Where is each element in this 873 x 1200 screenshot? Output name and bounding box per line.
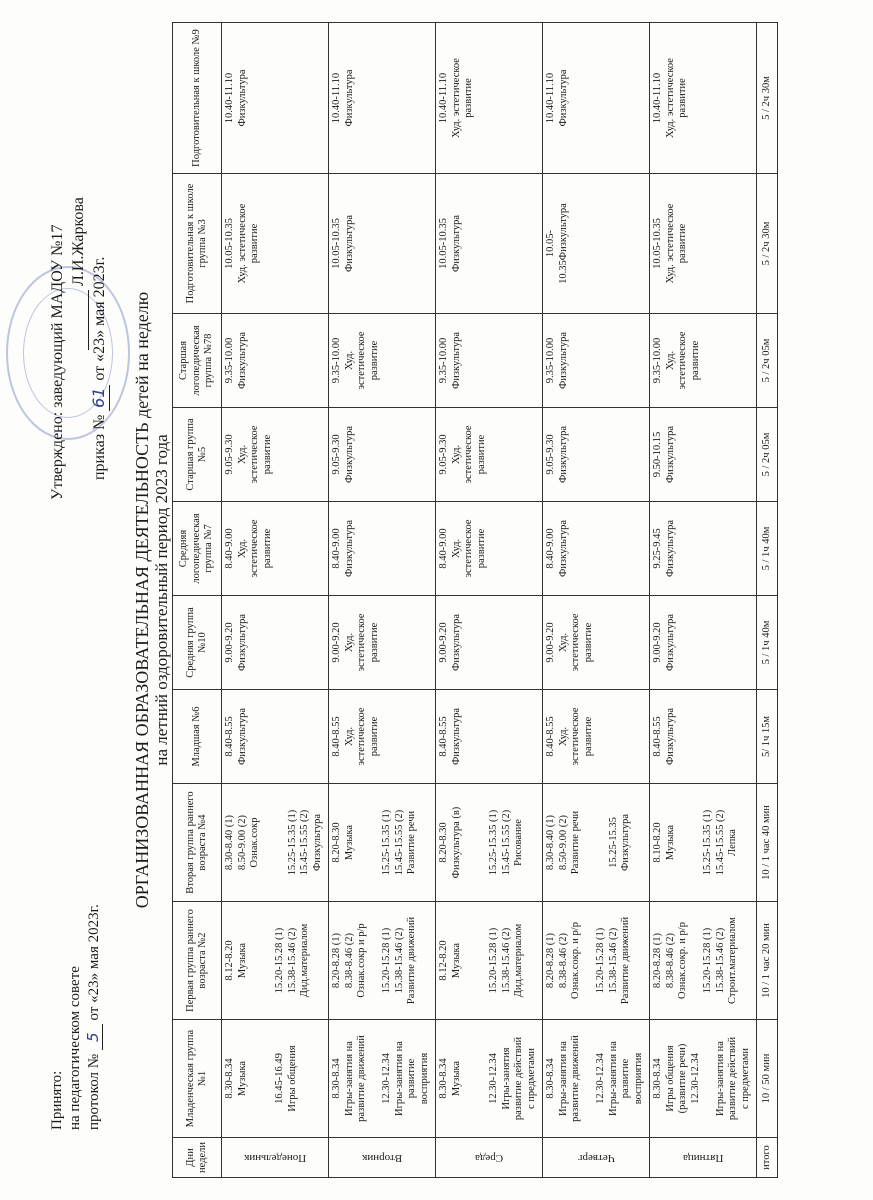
approved-block <box>48 197 110 500</box>
day-label: Среда <box>474 1151 504 1164</box>
day-cell <box>329 1138 436 1178</box>
schedule-cell: 8.30-8.34 Музыка 12.30-12.34 Игры-занятия развитие действий с предметами <box>436 1020 543 1138</box>
schedule-cell: 9.05-9.30 Худ. эстетическое развитие <box>436 408 543 502</box>
schedule-cell: 8.30-8.34 Музыка 16.45-16.49 Игры общения <box>222 1020 329 1138</box>
schedule-cell: 9.05-9.30 Худ. эстетическое развитие <box>222 408 329 502</box>
day-label: Четверг <box>577 1151 615 1164</box>
schedule-cell: 9.05-9.30 Физкультура <box>329 408 436 502</box>
schedule-cell: 8.40-8.55 Худ. эстетическое развитие <box>329 690 436 784</box>
schedule-cell: 8.20-8.28 (1) 8.38-8.46 (2) Ознак.сокр. и р/р 15.20-15.28 (1) 15.38-15.46 (2) Развитие движений <box>543 902 650 1020</box>
head-name: Л.И.Жаркова <box>70 197 87 286</box>
schedule-cell: 9.35-10.00 Худ. эстетическое развитие <box>329 314 436 408</box>
schedule-cell: 8.12-8.20 Музыка 15.20-15.28 (1) 15.38-15.46 (2) Дид.материалом <box>222 902 329 1020</box>
protocol-line <box>84 904 103 1130</box>
schedule-cell: 10.05-10.35 Физкультура <box>436 174 543 314</box>
schedule-cell: 8.30-8.34 Игры-занятия на развитие движений 12.30-12.34 Игры-занятия на развитие восприятия <box>543 1020 650 1138</box>
schedule-cell: 9.35-10.00 Физкультура <box>543 314 650 408</box>
schedule-cell: 9.35-10.00 Физкультура <box>222 314 329 408</box>
schedule-cell: 10.05-10.35 Худ. эстетическое развитие <box>222 174 329 314</box>
schedule-cell: 10.40-11.10 Физкультура <box>543 23 650 174</box>
order-prefix: приказ № <box>91 414 108 480</box>
day-cell <box>650 1138 757 1178</box>
schedule-cell: 8.20-8.28 (1) 8.38-8.46 (2) Ознак.сокр и р/р 15.20-15.28 (1) 15.38-15.46 (2) Развитие движений <box>329 902 436 1020</box>
schedule-cell: 9.35-10.00 Худ. эстетическое развитие <box>650 314 757 408</box>
schedule-cell: 10.05- 10.35Физкультура <box>543 174 650 314</box>
schedule-cell: 9.35-10.00 Физкультура <box>436 314 543 408</box>
schedule-cell: 8.40-9.00 Физкультура <box>543 502 650 596</box>
schedule-cell: 8.40-9.00 Физкультура <box>329 502 436 596</box>
header-cell: Подготовительная к школе группа №3 <box>173 174 222 314</box>
total-cell: 5 / 2ч 05м <box>757 314 778 408</box>
total-cell: 10 / 1 час 40 мин <box>757 784 778 902</box>
schedule-cell: 9.00-9.20 Худ. эстетическое развитие <box>329 596 436 690</box>
total-cell: 5/ 1ч 15м <box>757 690 778 784</box>
table-row <box>222 23 329 1178</box>
table-row <box>436 23 543 1178</box>
approved-label: Утверждено: заведующий МАДОУ №17 <box>49 224 66 500</box>
header-cell: Младенческая группа №1 <box>173 1020 222 1138</box>
header-cell: Вторая группа раннего возраста №4 <box>173 784 222 902</box>
schedule-cell: 9.05-9.30 Физкультура <box>543 408 650 502</box>
day-cell <box>222 1138 329 1178</box>
schedule-cell: 10.40-11.10 Физкультура <box>329 23 436 174</box>
schedule-cell: 8.12-8.20 Музыка 15.20-15.28 (1) 15.38-15.46 (2) Дид.материалом <box>436 902 543 1020</box>
schedule-cell: 9.25-9.45 Физкультура <box>650 502 757 596</box>
total-cell: 5 / 2ч 30м <box>757 23 778 174</box>
schedule-cell: 8.20-8.30 Музыка 15.25-15.35 (1) 15.45-15.55 (2) Развитие речи <box>329 784 436 902</box>
council-label: на педагогическом совете <box>67 966 83 1130</box>
schedule-cell: 9.00-9.20 Худ. эстетическое развитие <box>543 596 650 690</box>
day-label: Вторник <box>361 1151 403 1164</box>
header-cell: Младшая №6 <box>173 690 222 784</box>
schedule-cell: 9.00-9.20 Физкультура <box>436 596 543 690</box>
title-line-2: на летний оздоровительный период 2023 года <box>152 434 171 766</box>
accepted-label: Принято: <box>49 1070 65 1130</box>
total-cell: 5 / 2ч 05м <box>757 408 778 502</box>
order-line <box>89 197 110 500</box>
schedule-cell: 9.00-9.20 Физкультура <box>222 596 329 690</box>
schedule-cell: 8.20-8.28 (1) 8.38-8.46 (2) Ознак.сокр. и р/р 15.20-15.28 (1) 15.38-15.46 (2) Строит.материалом <box>650 902 757 1020</box>
header-cell: Дни недели <box>173 1138 222 1178</box>
schedule-cell: 8.40-8.55 Физкультура <box>222 690 329 784</box>
day-cell <box>543 1138 650 1178</box>
protocol-prefix: протокол № <box>86 1053 102 1130</box>
schedule-cell: 8.10-8.20 Музыка 15.25-15.35 (1) 15.45-15.55 (2) Лепка <box>650 784 757 902</box>
header-cell: Подготовительная к школе №9 <box>173 23 222 174</box>
schedule-cell: 8.30-8.34 Игры общения (развитие речи) 12.30-12.34 Игры-занятия на развитие действий с предметами <box>650 1020 757 1138</box>
table-row <box>329 23 436 1178</box>
total-label: итого <box>757 1138 778 1178</box>
day-label: Понедельник <box>243 1151 307 1164</box>
schedule-cell: 10.40-11.10 Худ. эстетическое развитие <box>436 23 543 174</box>
total-cell: 5 / 2ч 30м <box>757 174 778 314</box>
header-cell: Средняя группа №10 <box>173 596 222 690</box>
order-number: 61 <box>89 385 110 411</box>
schedule-cell: 10.40-11.10 Физкультура <box>222 23 329 174</box>
total-cell: 10 / 1 час 20 мин <box>757 902 778 1020</box>
schedule-cell: 8.40-8.55 Физкультура <box>650 690 757 784</box>
schedule-cell: 8.40-9.00 Худ. эстетическое развитие <box>222 502 329 596</box>
day-label: Пятница <box>682 1151 724 1164</box>
day-cell <box>436 1138 543 1178</box>
schedule-cell: 10.40-11.10 Худ. эстетическое развитие <box>650 23 757 174</box>
schedule-cell: 8.30-8.34 Игры-занятия на развитие движений 12.30-12.34 Игры-занятия на развитие восприятия <box>329 1020 436 1138</box>
schedule-cell: 10.05-10.35 Физкультура <box>329 174 436 314</box>
table-row <box>543 23 650 1178</box>
accepted-block <box>48 904 103 1130</box>
header-cell: Старшая логопедическая группа №78 <box>173 314 222 408</box>
table-row <box>650 23 757 1178</box>
signature-mark <box>68 290 89 350</box>
schedule-table <box>172 22 778 1178</box>
protocol-number: 5 <box>84 1024 103 1050</box>
header-cell: Старшая группа №5 <box>173 408 222 502</box>
schedule-cell: 8.40-8.55 Худ. эстетическое развитие <box>543 690 650 784</box>
header-row <box>173 23 222 1178</box>
title-line-1: ОРГАНИЗОВАННАЯ ОБРАЗОВАТЕЛЬНАЯ ДЕЯТЕЛЬНОСТЬ детей на неделю <box>132 291 152 909</box>
schedule-cell: 9.00-9.20 Физкультура <box>650 596 757 690</box>
signature-line <box>68 197 89 500</box>
schedule-cell: 8.40-8.55 Физкультура <box>436 690 543 784</box>
header-cell: Первая группа раннего возраста №2 <box>173 902 222 1020</box>
schedule-cell: 8.20-8.30 Физкультура (в) 15.25-15.35 (1) 15.45-15.55 (2) Рисование <box>436 784 543 902</box>
total-cell: 5 / 1ч 40м <box>757 502 778 596</box>
header-cell: Средняя логопедическая группа №7 <box>173 502 222 596</box>
document-title <box>132 0 172 1200</box>
order-date: от «23» мая 2023г. <box>91 256 108 381</box>
schedule-cell: 8.30-8.40 (1) 8.50-9.00 (2) Ознак.сокр 15.25-15.35 (1) 15.45-15.55 (2) Физкультура <box>222 784 329 902</box>
total-cell: 5 / 1ч 40м <box>757 596 778 690</box>
schedule-cell: 8.30-8.40 (1) 8.50-9.00 (2) Развитие речи 15.25-15.35 Физкультура <box>543 784 650 902</box>
protocol-date: от «23» мая 2023г. <box>86 904 102 1021</box>
total-row <box>757 23 778 1178</box>
schedule-cell: 10.05-10.35 Худ. эстетическое развитие <box>650 174 757 314</box>
schedule-cell: 9.50-10.15 Физкультура <box>650 408 757 502</box>
schedule-cell: 8.40-9.00 Худ. эстетическое развитие <box>436 502 543 596</box>
total-cell: 10 / 50 мин <box>757 1020 778 1138</box>
